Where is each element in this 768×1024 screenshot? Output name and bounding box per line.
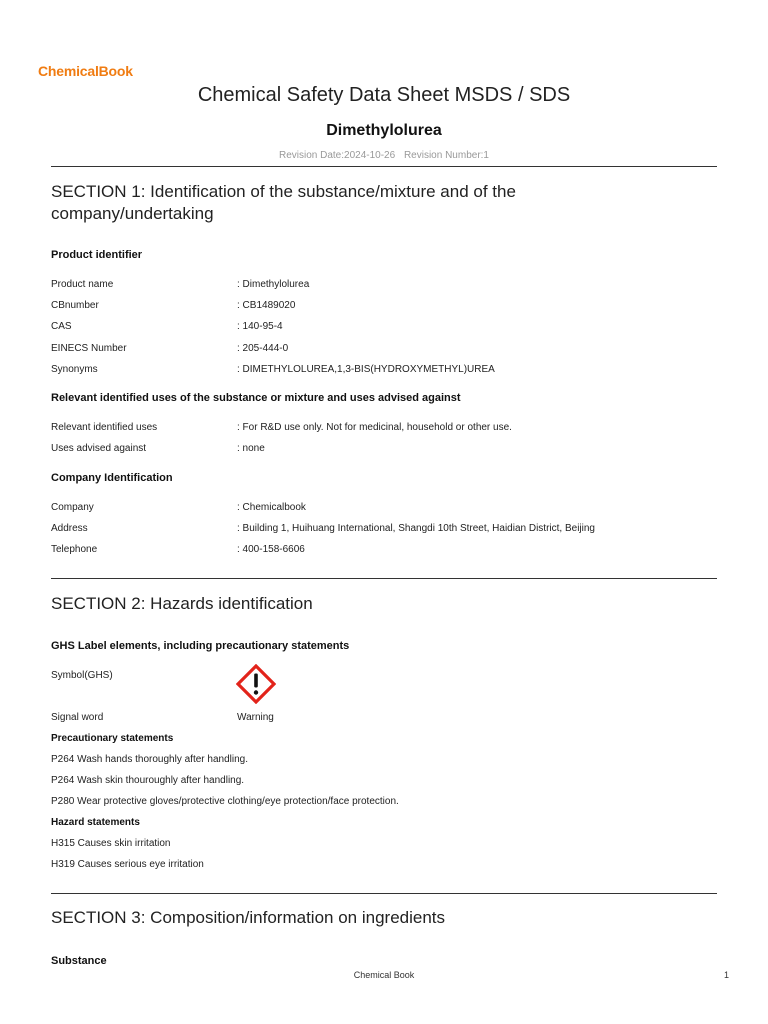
precautionary-statement: P264 Wash hands thoroughly after handling.	[51, 754, 248, 765]
row-value: : Building 1, Huihuang International, Shangdi 10th Street, Haidian District, Beijing	[237, 523, 595, 534]
product-identifier-heading: Product identifier	[51, 249, 143, 261]
section-1-title: SECTION 1: Identification of the substance/mixture and of the company/undertaking	[51, 182, 516, 223]
synonyms-row	[51, 364, 731, 378]
revision-date: Revision Date:2024-10-26	[278, 150, 396, 161]
row-value: : CB1489020	[237, 300, 296, 311]
cbnumber-row	[51, 300, 731, 314]
divider	[51, 578, 717, 579]
row-value: : Dimethylolurea	[237, 279, 310, 290]
row-label: CAS	[51, 321, 72, 332]
row-label: CBnumber	[51, 300, 99, 311]
precautionary-statement: P264 Wash skin thouroughly after handling.	[51, 775, 245, 786]
row-label: Telephone	[51, 544, 98, 555]
row-value: : DIMETHYLOLUREA,1,3-BIS(HYDROXYMETHYL)UREA	[237, 364, 495, 375]
hazard-heading: Hazard statements	[51, 817, 140, 828]
row-label: Relevant identified uses	[51, 422, 158, 433]
uses-advised-against-row	[51, 443, 731, 457]
telephone-row	[51, 544, 731, 558]
footer-label: Chemical Book	[353, 970, 415, 980]
uses-heading: Relevant identified uses of the substance or mixture and uses advised against	[51, 392, 461, 404]
divider	[51, 893, 717, 894]
row-label: Symbol(GHS)	[51, 670, 113, 681]
einecs-row	[51, 343, 731, 357]
row-value: : 140-95-4	[237, 321, 283, 332]
company-row	[51, 502, 731, 516]
precautionary-statement: P280 Wear protective gloves/protective clothing/eye protection/face protection.	[51, 796, 399, 807]
ghs-heading: GHS Label elements, including precautionary statements	[51, 640, 350, 652]
signal-word-row	[51, 712, 731, 726]
row-value: : For R&D use only. Not for medicinal, household or other use.	[237, 422, 512, 433]
row-label: Company	[51, 502, 94, 513]
exclamation-mark-pictogram-icon	[236, 664, 276, 704]
logo: ChemicalBook	[38, 63, 133, 79]
row-value: Warning	[237, 712, 274, 723]
substance-heading: Substance	[51, 955, 107, 967]
symbol-row	[51, 670, 731, 684]
row-value: : 400-158-6606	[237, 544, 305, 555]
page-number: 1	[724, 970, 730, 980]
address-row	[51, 523, 731, 537]
row-value: : 205-444-0	[237, 343, 289, 354]
row-label: Uses advised against	[51, 443, 147, 454]
row-label: Address	[51, 523, 88, 534]
hazard-statement: H319 Causes serious eye irritation	[51, 859, 204, 870]
divider	[51, 166, 717, 167]
row-label: Synonyms	[51, 364, 98, 375]
row-value: : Chemicalbook	[237, 502, 306, 513]
revision-info	[0, 150, 768, 161]
section-3-title: SECTION 3: Composition/information on ingredients	[51, 908, 446, 927]
revision-number: Revision Number:1	[403, 150, 489, 161]
company-heading: Company Identification	[51, 472, 173, 484]
identified-uses-row	[51, 422, 731, 436]
precautionary-heading: Precautionary statements	[51, 733, 174, 744]
hazard-statement: H315 Causes skin irritation	[51, 838, 171, 849]
row-label: Signal word	[51, 712, 104, 723]
product-title: Dimethylolurea	[326, 122, 442, 139]
row-label: EINECS Number	[51, 343, 127, 354]
section-2-title: SECTION 2: Hazards identification	[51, 594, 313, 613]
row-value: : none	[237, 443, 265, 454]
product-name-row	[51, 279, 731, 293]
document-title: Chemical Safety Data Sheet MSDS / SDS	[197, 84, 571, 106]
row-label: Product name	[51, 279, 114, 290]
cas-row	[51, 321, 731, 335]
